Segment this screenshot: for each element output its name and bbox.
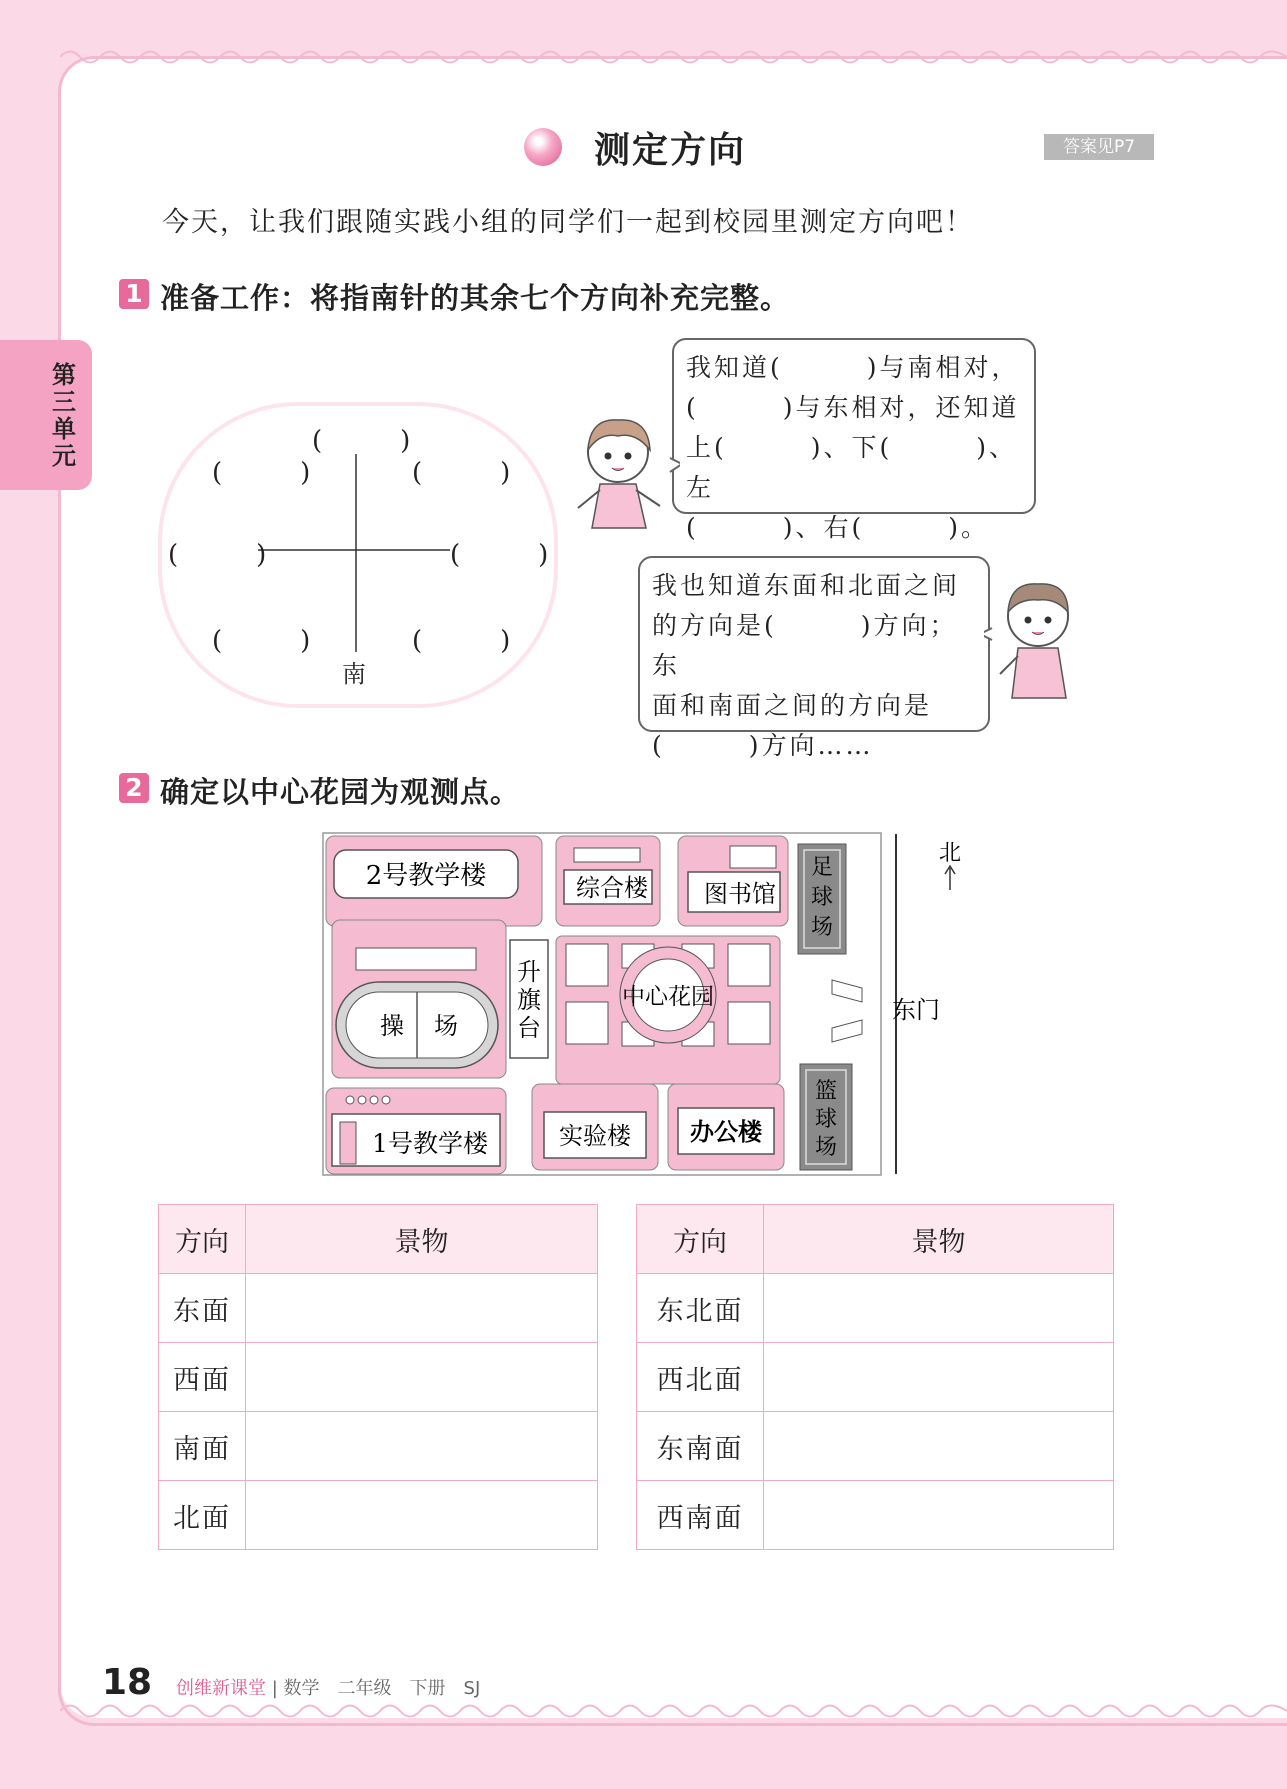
- question-1-number: 1: [119, 279, 149, 309]
- girl-speech-bubble: [672, 338, 1036, 542]
- question-2-number: 2: [119, 773, 149, 803]
- map-label-lab: 实验楼: [559, 1122, 631, 1150]
- answer-cell[interactable]: [764, 1481, 1114, 1550]
- map-label-flag-2: 旗: [517, 986, 541, 1014]
- unit-label: 第三单元: [52, 361, 76, 470]
- compass-blank-west[interactable]: ( ): [168, 540, 267, 570]
- title-dot-icon: [524, 128, 562, 166]
- footer-brand: 创维新课堂: [176, 1678, 266, 1699]
- top-wave-border: [60, 46, 1287, 68]
- table-header-direction: 方向: [159, 1205, 246, 1274]
- bubble-line: ( )方向……: [652, 731, 874, 760]
- question-2-text: 确定以中心花园为观测点。: [160, 775, 521, 809]
- intro-text: 今天，让我们跟随实践小组的同学们一起到校园里测定方向吧！: [162, 207, 974, 238]
- bubble-line: ( )与东相对，还知道: [686, 393, 1020, 422]
- compass-south-label: 南: [342, 660, 366, 688]
- answer-cell[interactable]: [246, 1274, 598, 1343]
- direction-cell: 南面: [159, 1412, 246, 1481]
- footer-edition: SJ: [463, 1678, 481, 1699]
- answer-cell[interactable]: [764, 1412, 1114, 1481]
- direction-cell: 北面: [159, 1481, 246, 1550]
- boy-speech-bubble: [638, 556, 990, 760]
- direction-cell: 西面: [159, 1343, 246, 1412]
- bubble-line: ( )、右( )。: [686, 513, 990, 542]
- answer-cell[interactable]: [246, 1343, 598, 1412]
- direction-cell: 东北面: [637, 1274, 764, 1343]
- direction-cell: 东南面: [637, 1412, 764, 1481]
- compass-blank-north[interactable]: ( ): [312, 426, 411, 456]
- direction-table-left: [158, 1204, 598, 1550]
- map-label-basketball-2: 球: [814, 1107, 838, 1132]
- map-label-north: 北: [938, 841, 962, 866]
- footer-grade: 二年级: [337, 1678, 392, 1699]
- direction-cell: 西南面: [637, 1481, 764, 1550]
- map-label-football-2: 球: [810, 885, 834, 910]
- table-header-direction: 方向: [637, 1205, 764, 1274]
- bubble-line: 我知道( )与南相对，: [686, 353, 1020, 382]
- table-header-scenery: 景物: [246, 1205, 598, 1274]
- map-label-playground-right: 场: [434, 1012, 458, 1040]
- map-label-east-gate: 东门: [892, 996, 940, 1024]
- bubble-line: 上( )、下( )、左: [686, 433, 1018, 502]
- map-label-building1: 1号教学楼: [372, 1129, 488, 1158]
- footer-info: 创维新课堂 | 数学 二年级 下册 SJ: [176, 1678, 481, 1699]
- direction-cell: 西北面: [637, 1343, 764, 1412]
- table-header-scenery: 景物: [764, 1205, 1114, 1274]
- map-label-football-3: 场: [810, 915, 834, 940]
- compass-blank-northwest[interactable]: ( ): [212, 458, 311, 488]
- question-1-text: 准备工作：将指南针的其余七个方向补充完整。: [160, 281, 791, 315]
- map-label-flag-1: 升: [517, 958, 541, 986]
- map-label-basketball-3: 场: [814, 1135, 838, 1160]
- bubble-line: 面和南面之间的方向是: [652, 691, 933, 720]
- unit-side-tab: [0, 340, 92, 490]
- bubble-line: 我也知道东面和北面之间: [652, 571, 961, 600]
- compass-blank-east[interactable]: ( ): [450, 540, 549, 570]
- compass-blank-northeast[interactable]: ( ): [412, 458, 511, 488]
- answer-cell[interactable]: [764, 1274, 1114, 1343]
- map-label-complex: 综合楼: [576, 874, 648, 902]
- page-number: 18: [102, 1662, 153, 1703]
- boy-illustration: [984, 570, 1094, 710]
- campus-map: [322, 832, 962, 1176]
- map-label-office: 办公楼: [690, 1117, 762, 1146]
- answer-reference-badge: 答案见P7: [1044, 134, 1154, 160]
- footer-subject: 数学: [283, 1678, 320, 1699]
- map-label-library: 图书馆: [704, 880, 776, 908]
- answer-cell[interactable]: [246, 1481, 598, 1550]
- map-label-flag-3: 台: [517, 1014, 541, 1042]
- bubble-line: 的方向是( )方向；东: [652, 611, 958, 680]
- answer-cell[interactable]: [246, 1412, 598, 1481]
- girl-illustration: [570, 410, 680, 540]
- footer-term: 下册: [409, 1678, 446, 1699]
- answer-cell[interactable]: [764, 1343, 1114, 1412]
- map-label-building2: 2号教学楼: [365, 861, 487, 891]
- compass-blank-southwest[interactable]: ( ): [212, 626, 311, 656]
- map-label-playground-left: 操: [380, 1012, 404, 1040]
- map-label-basketball-1: 篮: [814, 1079, 838, 1104]
- compass-blank-southeast[interactable]: ( ): [412, 626, 511, 656]
- map-label-football-1: 足: [810, 855, 834, 880]
- direction-table-right: [636, 1204, 1114, 1550]
- direction-cell: 东面: [159, 1274, 246, 1343]
- bottom-wave-border: [60, 1700, 1287, 1722]
- map-label-garden: 中心花园: [622, 984, 714, 1010]
- page-title: 测定方向: [594, 130, 747, 171]
